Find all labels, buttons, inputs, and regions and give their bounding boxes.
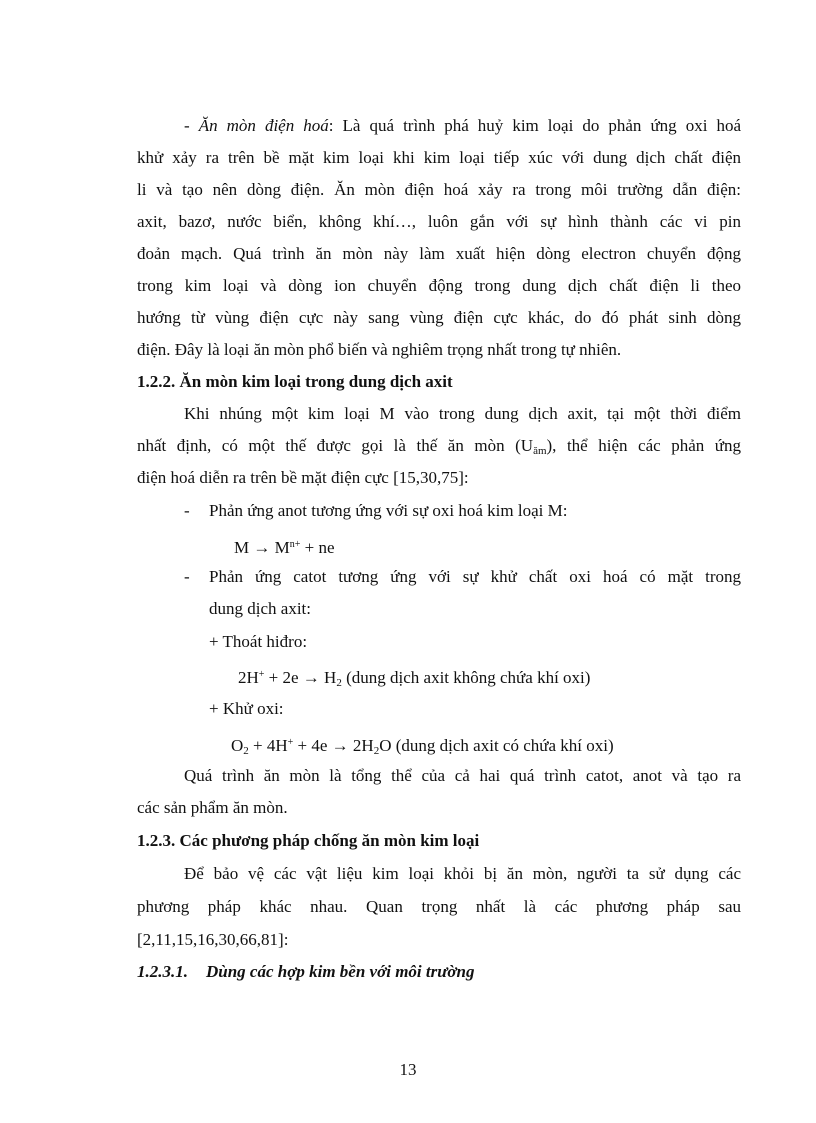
- term-electrochemical-corrosion: Ăn mòn điện hoá: [198, 116, 329, 135]
- bullet-catot-line2: dung dịch axit:: [209, 599, 311, 618]
- para1-line1: [184, 116, 741, 136]
- eq-anot-sup: n+: [289, 539, 301, 550]
- equation-hydrogen: [238, 665, 816, 693]
- equation-oxygen: [231, 733, 816, 761]
- eq-o2-a: O: [231, 736, 244, 755]
- equation-anot: [234, 535, 816, 558]
- para2-line3: điện hoá diễn ra trên bề mặt điện cực [15,30,75]:: [137, 468, 469, 487]
- eq-anot-left: M: [234, 538, 250, 557]
- bullet-catot-line1: Phản ứng catot tương ứng với sự khử chất oxi hoá có mặt trong: [209, 567, 741, 586]
- bullet-dash-anot: -: [184, 501, 190, 520]
- subheading-number: 1.2.3.1.: [137, 962, 188, 981]
- section-heading-1-2-2: 1.2.2. Ăn mòn kim loại trong dung dịch axit: [137, 372, 453, 391]
- section-heading-1-2-3: 1.2.3. Các phương pháp chống ăn mòn kim loại: [137, 831, 480, 850]
- para2-line2-b: ), thể hiện các phản ứng: [546, 436, 742, 455]
- para4-line2: phương pháp khác nhau. Quan trọng nhất là các phương pháp sau: [137, 897, 741, 916]
- para4-line1: Để bảo vệ các vật liệu kim loại khỏi bị ăn mòn, người ta sử dụng các: [184, 864, 741, 883]
- corrosion-potential-subscript: ăm: [533, 445, 547, 457]
- para1-line1-rest: : Là quá trình phá huỷ kim loại do phản ứng oxi hoá: [328, 116, 742, 135]
- eq-o2-sub1: 2: [243, 745, 249, 757]
- para1-line7: hướng từ vùng điện cực này sang vùng điện cực khác, do đó phát sinh dòng: [137, 308, 741, 327]
- eq-h2-c: (dung dịch axit không chứa khí oxi): [341, 668, 591, 687]
- para3-line1: Quá trình ăn mòn là tổng thể của cả hai quá trình catot, anot và tạo ra: [184, 766, 741, 785]
- section-heading-1-2-3-1: [137, 962, 741, 982]
- bullet-anot: Phản ứng anot tương ứng với sự oxi hoá kim loại M:: [209, 501, 568, 520]
- eq-h2-b: + 2e → H: [264, 668, 337, 687]
- para2-line2: [137, 436, 741, 461]
- eq-o2-d: O (dung dịch axit có chứa khí oxi): [379, 736, 614, 755]
- para3-line2: các sản phẩm ăn mòn.: [137, 798, 288, 817]
- eq-h2-a: 2H: [238, 668, 259, 687]
- eq-anot-right: + ne: [300, 538, 335, 557]
- para1-line3: li và tạo nên dòng điện. Ăn mòn điện hoá xảy ra trong môi trường dẫn điện:: [137, 180, 741, 199]
- para1-line5: đoản mạch. Quá trình ăn mòn này làm xuất hiện dòng electron chuyển động: [137, 244, 741, 263]
- bullet-dash-catot: -: [184, 567, 190, 586]
- eq-o2-b: + 4H: [248, 736, 288, 755]
- eq-h2-sup: +: [258, 669, 265, 680]
- para1-line4: axit, bazơ, nước biển, không khí…, luôn gắn với sự hình thành các vi pin: [137, 212, 741, 231]
- subheading-title: Dùng các hợp kim bền với môi trường: [206, 962, 475, 981]
- eq-anot-arrow: → M: [249, 538, 290, 557]
- para2-line1: Khi nhúng một kim loại M vào trong dung dịch axit, tại một thời điểm: [184, 404, 741, 423]
- para1-line8: điện. Đây là loại ăn mòn phổ biến và nghiêm trọng nhất trong tự nhiên.: [137, 340, 622, 359]
- eq-o2-sup: +: [287, 737, 294, 748]
- page-number: 13: [399, 1060, 417, 1079]
- hydrogen-evolution-label: + Thoát hiđro:: [209, 632, 308, 651]
- para1-dash: -: [184, 116, 190, 135]
- para4-line3: [2,11,15,16,30,66,81]:: [137, 930, 289, 949]
- para1-line2: khử xảy ra trên bề mặt kim loại khi kim loại tiếp xúc với dung dịch chất điện: [137, 148, 741, 167]
- para2-line2-a: nhất định, có một thế được gọi là thế ăn mòn (U: [137, 436, 534, 455]
- eq-h2-sub: 2: [336, 677, 342, 689]
- eq-o2-c: + 4e → 2H: [293, 736, 374, 755]
- para1-line6: trong kim loại và dòng ion chuyển động trong dung dịch chất điện li theo: [137, 276, 741, 295]
- eq-o2-sub2: 2: [373, 745, 380, 757]
- oxygen-reduction-label: + Khử oxi:: [209, 699, 284, 718]
